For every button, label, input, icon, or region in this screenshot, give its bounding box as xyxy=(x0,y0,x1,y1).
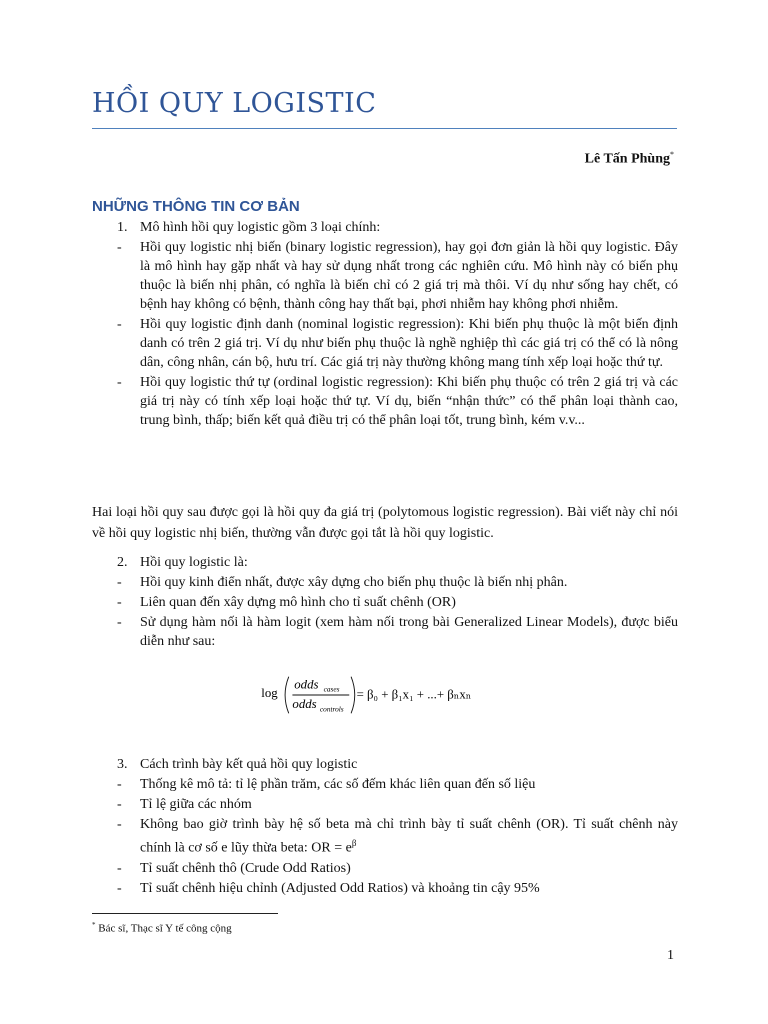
list-number: 2. xyxy=(117,555,128,570)
bullet-marker: - xyxy=(117,317,122,332)
list-item-text xyxy=(140,815,678,858)
list-item xyxy=(92,775,678,794)
part3-list xyxy=(92,755,678,898)
formula-right-paren xyxy=(351,677,355,714)
part1-heading xyxy=(92,218,678,237)
body-paragraph-block xyxy=(92,502,678,544)
list-item xyxy=(92,879,678,898)
list-item-text: Hồi quy logistic định danh (nominal logistic regression): Khi biến phụ thuộc là một biến định danh có trên 2 giá trị. Ví dụ như biến phụ thuộc là nghề nghiệp thì các giá trị có thể có là nông dân, công nhân, cán bộ, hưu trí. Các giá trị này thường không mang tính xếp loại hoặc thứ tự. xyxy=(140,317,678,370)
list-item-text: Liên quan đến xây dựng mô hình cho tỉ suất chênh (OR) xyxy=(140,595,456,610)
list-item-text: Tỉ lệ giữa các nhóm xyxy=(140,797,252,812)
formula-numerator-sub: cases xyxy=(323,684,340,694)
bullet-marker: - xyxy=(117,860,122,876)
bullet-marker: - xyxy=(117,797,122,812)
or-exponent: β xyxy=(351,838,357,848)
part1-list xyxy=(92,218,678,430)
list-item-text: Thống kê mô tả: tỉ lệ phần trăm, các số đếm khác liên quan đến số liệu xyxy=(140,777,536,792)
list-item xyxy=(92,613,678,651)
formula-denominator-sub: controls xyxy=(319,704,344,714)
list-item-text: Hồi quy kinh điển nhất, được xây dựng cho biến phụ thuộc là biến nhị phân. xyxy=(140,575,568,590)
list-number: 3. xyxy=(117,757,128,772)
list-item xyxy=(92,859,678,878)
list-item-text: Hồi quy logistic thứ tự (ordinal logistic regression): Khi biến phụ thuộc có trên 2 giá trị và các giá trị này có tính xếp loại hoặc thứ tự. Ví dụ, biến “nhận thức” có thể phân loại thành cao, trung bình, thấp; biến kết quả điều trị có thể phân loại tốt, trung bình, kém v.v... xyxy=(140,375,678,428)
page-number: 1 xyxy=(667,948,674,963)
formula-rhs: = β₀ + β₁x₁ + ...+ βₙxₙ xyxy=(356,687,472,702)
bullet-marker: - xyxy=(117,240,122,255)
list-item xyxy=(92,238,678,314)
bullet-marker: - xyxy=(117,595,122,610)
part2-list xyxy=(92,553,678,651)
author-footnote-mark: * xyxy=(670,150,674,159)
section-heading: NHỮNG THÔNG TIN CƠ BẢN xyxy=(92,198,300,215)
footnote-separator xyxy=(92,913,278,914)
author-name: Lê Tấn Phùng xyxy=(584,151,670,167)
bullet-marker: - xyxy=(117,777,122,792)
part3-heading xyxy=(92,755,678,774)
list-item xyxy=(92,315,678,372)
list-item xyxy=(92,815,678,858)
bullet-marker: - xyxy=(117,575,122,590)
bullet-marker: - xyxy=(117,880,122,896)
formula-numerator: odds xyxy=(294,677,319,692)
list-item xyxy=(92,373,678,430)
page-title: HỒI QUY LOGISTIC xyxy=(92,88,377,119)
bullet-marker: - xyxy=(117,817,122,832)
formula-denominator: odds xyxy=(292,696,317,711)
list-number: 1. xyxy=(117,220,128,235)
list-item xyxy=(92,573,678,592)
logit-formula xyxy=(250,673,520,717)
list-item-text: Hồi quy logistic là: xyxy=(140,555,248,570)
footnote-text: Bác sĩ, Thạc sĩ Y tế công cộng xyxy=(98,922,232,935)
title-underline xyxy=(92,128,677,129)
bullet-marker: - xyxy=(117,615,122,630)
list-item-text: Cách trình bày kết quả hồi quy logistic xyxy=(140,757,358,772)
formula-left-paren xyxy=(285,677,289,714)
list-item-text: Tỉ suất chênh hiệu chỉnh (Adjusted Odd Ratios) và khoảng tin cậy 95% xyxy=(140,880,540,896)
list-item xyxy=(92,593,678,612)
author-line xyxy=(585,150,674,168)
part2-heading xyxy=(92,553,678,572)
list-item-text: Tỉ suất chênh thô (Crude Odd Ratios) xyxy=(140,860,351,876)
or-definition-text: Không bao giờ trình bày hệ số beta mà chỉ trình bày tỉ suất chênh (OR). Tỉ suất chênh này chính là cơ số e lũy thừa beta: OR = e xyxy=(140,817,678,856)
list-item-text: Mô hình hồi quy logistic gồm 3 loại chính: xyxy=(140,220,381,235)
footnote-mark: * xyxy=(92,921,96,929)
formula-log: log xyxy=(261,685,278,700)
bullet-marker: - xyxy=(117,375,122,390)
list-item-text: Hồi quy logistic nhị biến (binary logistic regression), hay gọi đơn giản là hồi quy logistic. Đây là mô hình hay gặp nhất và hay sử dụng nhất trong các nghiên cứu. Mô hình này có biến phụ thuộc là biến nhị phân, có nghĩa là biến chỉ có 2 giá trị mà thôi. Ví dụ như sống hay chết, có bệnh hay không có bệnh, thành công hay thất bại, phơi nhiễm hay không phơi nhiễm. xyxy=(140,240,678,312)
list-item-text: Sử dụng hàm nối là hàm logit (xem hàm nối trong bài Generalized Linear Models), được biểu diễn như sau: xyxy=(140,615,678,649)
body-paragraph: Hai loại hồi quy sau được gọi là hồi quy đa giá trị (polytomous logistic regression). Bài viết này chỉ nói về hồi quy logistic nhị biến, thường vẫn được gọi tắt là hồi quy logistic. xyxy=(92,505,678,541)
footnote xyxy=(92,921,232,935)
list-item xyxy=(92,795,678,814)
